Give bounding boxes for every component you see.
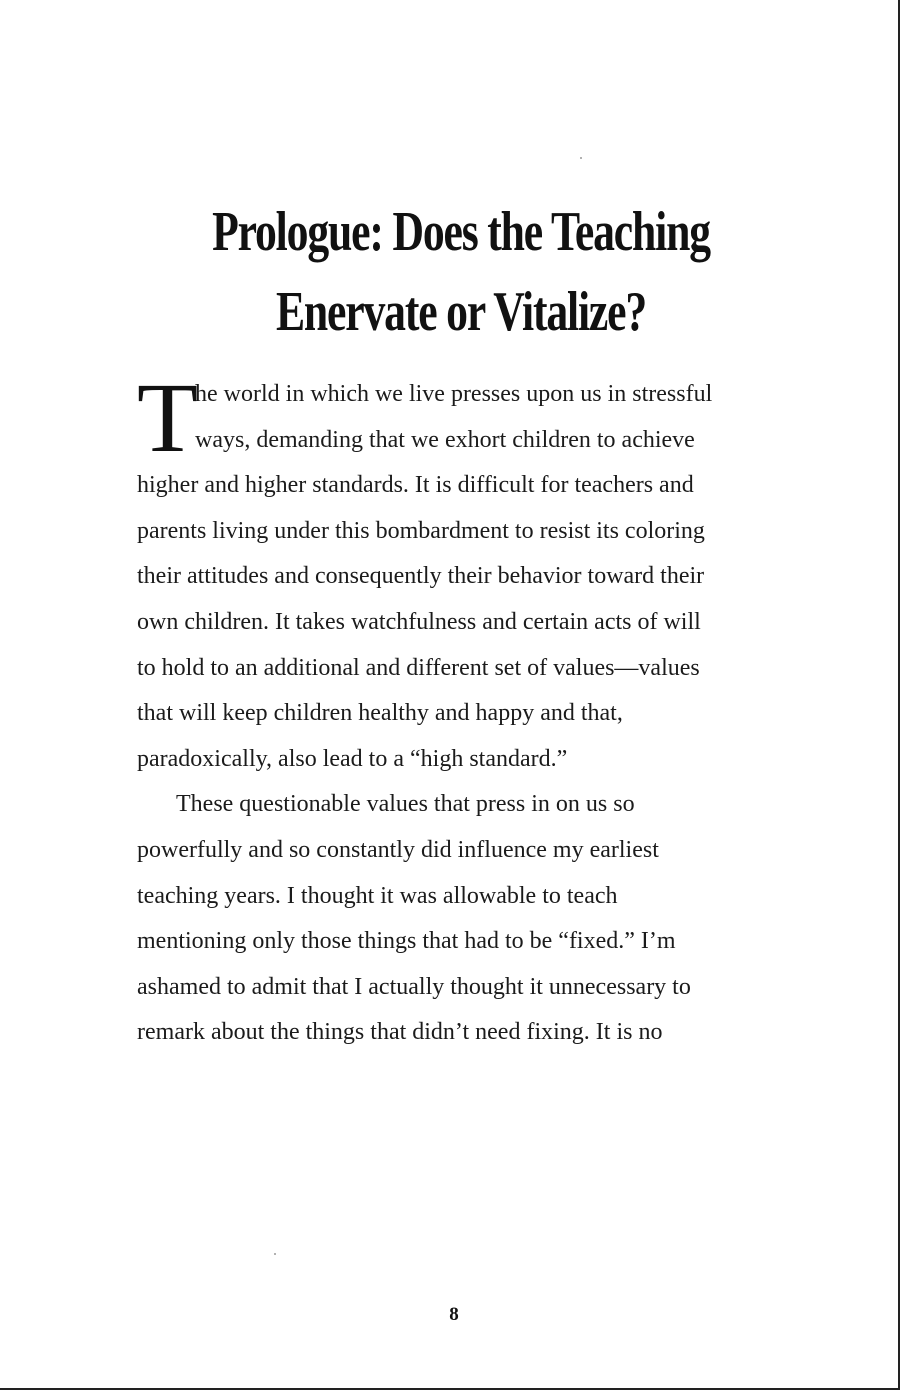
body-line-3: higher and higher standards. It is difficult for teachers and (137, 472, 694, 499)
body-line-4: parents living under this bombardment to resist its coloring (137, 517, 705, 544)
body-line-9: paradoxically, also lead to a “high standard.” (137, 745, 568, 772)
chapter-title-line-1: Prologue: Does the Teaching (212, 201, 710, 263)
chapter-title (101, 192, 820, 352)
body-line-13: mentioning only those things that had to be “fixed.” I’m (137, 928, 676, 955)
chapter-title-line-2: Enervate or Vitalize? (275, 281, 647, 343)
drop-cap: T (137, 362, 199, 473)
body-line-1: he world in which we live presses upon us in stressful (195, 381, 713, 407)
body-line-6: own children. It takes watchfulness and certain acts of will (137, 608, 701, 635)
body-line-15: remark about the things that didn’t need fixing. It is no (137, 1019, 663, 1046)
body-line-10: These questionable values that press in on us so (176, 791, 635, 818)
body-line-7: to hold to an additional and different set of values—values (137, 654, 700, 681)
body-line-2: ways, demanding that we exhort children to achieve (195, 426, 695, 453)
scan-speck (580, 157, 582, 159)
body-text (137, 362, 777, 1056)
page-number: 8 (449, 1304, 459, 1325)
body-line-11: powerfully and so constantly did influence my earliest (137, 836, 659, 863)
scan-speck (274, 1253, 276, 1255)
body-line-8: that will keep children healthy and happy and that, (137, 700, 623, 727)
body-line-14: ashamed to admit that I actually thought it unnecessary to (137, 973, 691, 1000)
body-line-12: teaching years. I thought it was allowable to teach (137, 882, 618, 909)
body-line-5: their attitudes and consequently their behavior toward their (137, 563, 705, 590)
